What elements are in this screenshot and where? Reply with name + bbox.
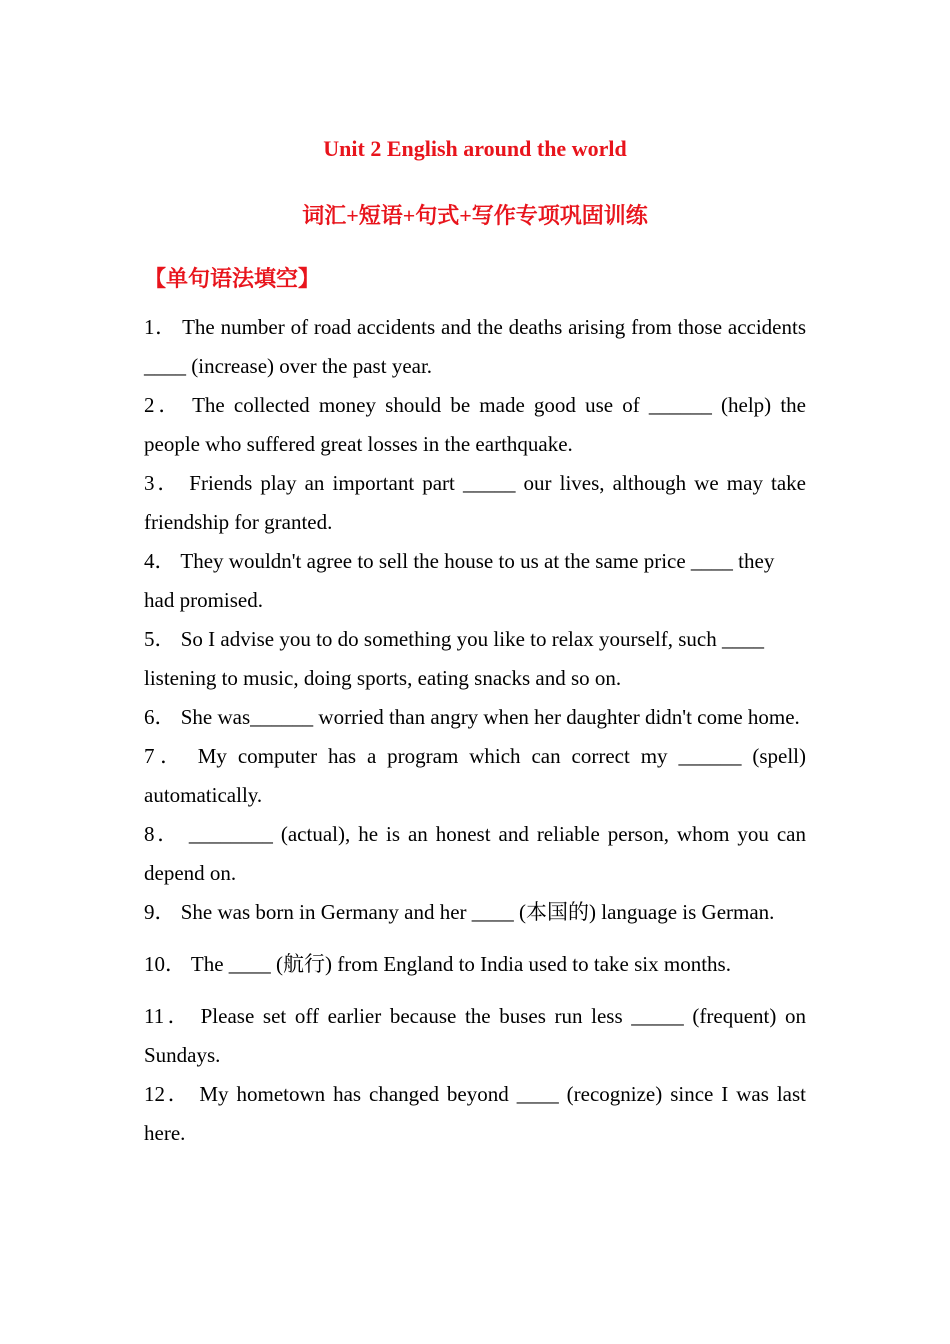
question-number: 9． xyxy=(144,900,176,924)
question-text: The ____ (航行) from England to India used to take six months. xyxy=(190,952,731,976)
question-number: 4． xyxy=(144,549,176,573)
question-item xyxy=(144,386,806,464)
question-text: The number of road accidents and the deaths arising from those accidents ____ (increase) over the past year. xyxy=(144,315,806,378)
question-item xyxy=(144,1075,806,1153)
question-number: 3． xyxy=(144,471,182,495)
section-heading: 【单句语法填空】 xyxy=(144,266,321,291)
question-number: 6． xyxy=(144,705,176,729)
document-title: Unit 2 English around the world xyxy=(323,136,627,161)
question-item xyxy=(144,698,806,737)
question-number: 7． xyxy=(144,744,187,768)
question-item xyxy=(144,308,806,386)
question-item xyxy=(144,997,806,1075)
question-item xyxy=(144,542,806,620)
question-text: Friends play an important part _____ our lives, although we may take friendship for granted. xyxy=(144,471,806,534)
question-number: 12． xyxy=(144,1082,192,1106)
question-text: Please set off earlier because the buses run less _____ (frequent) on Sundays. xyxy=(144,1004,806,1067)
question-text: So I advise you to do something you like to relax yourself, such ____ listening to music, doing sports, eating snacks and so on. xyxy=(144,627,765,690)
question-text: She was born in Germany and her ____ (本国的) language is German. xyxy=(180,900,775,924)
question-text: My computer has a program which can correct my ______ (spell) automatically. xyxy=(144,744,807,807)
question-text: ________ (actual), he is an honest and reliable person, whom you can depend on. xyxy=(144,822,807,885)
question-item xyxy=(144,815,806,893)
question-number: 5． xyxy=(144,627,176,651)
question-number: 1． xyxy=(144,315,177,339)
question-text: She was______ worried than angry when her daughter didn't come home. xyxy=(180,705,800,729)
question-number: 10． xyxy=(144,952,186,976)
question-item xyxy=(144,737,806,815)
question-item xyxy=(144,620,806,698)
question-number: 11． xyxy=(144,1004,192,1028)
question-number: 8． xyxy=(144,822,181,846)
question-item xyxy=(144,464,806,542)
question-item xyxy=(144,893,806,932)
question-text: The collected money should be made good use of ______ (help) the people who suffered great losses in the earthquake. xyxy=(144,393,806,456)
question-text: They wouldn't agree to sell the house to us at the same price ____ they had promised. xyxy=(144,549,775,612)
question-list xyxy=(144,308,806,1153)
document-subtitle: 词汇+短语+句式+写作专项巩固训练 xyxy=(302,203,648,228)
question-text: My hometown has changed beyond ____ (recognize) since I was last here. xyxy=(144,1082,807,1145)
question-number: 2． xyxy=(144,393,184,417)
question-item xyxy=(144,945,806,984)
